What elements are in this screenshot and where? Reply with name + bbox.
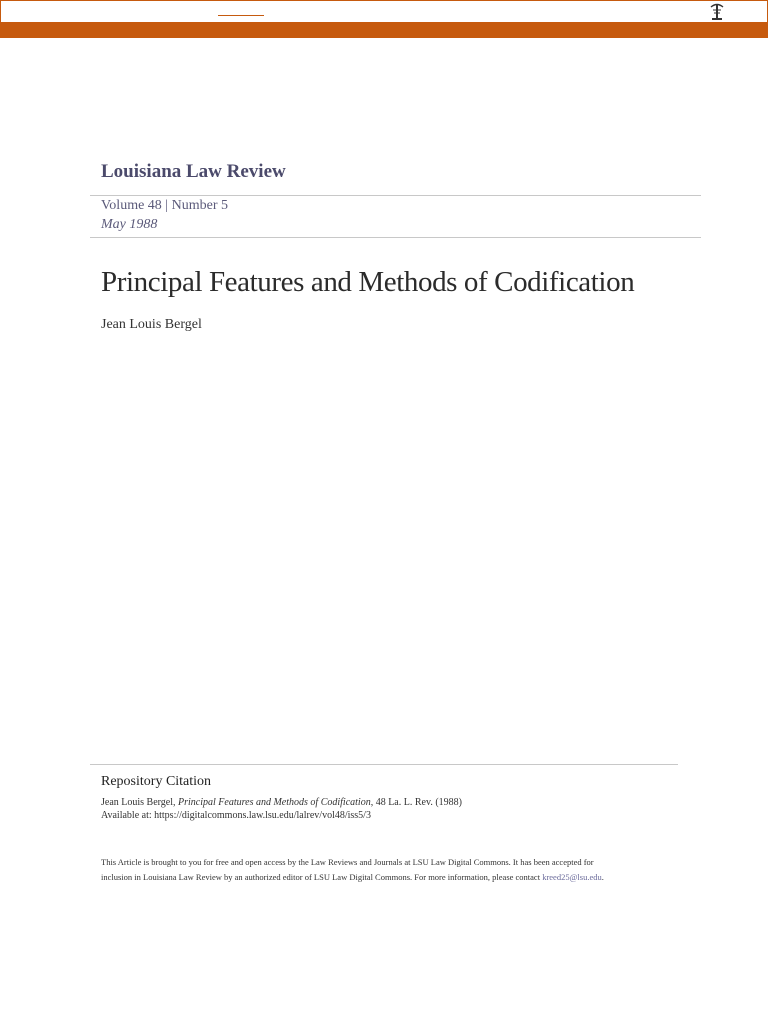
citation-available-at[interactable]: Available at: https://digitalcommons.law.lsu.edu/lalrev/vol48/iss5/3 [101,810,371,821]
repository-citation-heading: Repository Citation [101,774,212,789]
divider-citation [90,764,678,765]
citation-author: Jean Louis Bergel, [101,797,179,808]
contact-email-link[interactable]: kreed25@lsu.edu [542,872,602,882]
citation-text [101,797,462,808]
access-notice-line-1: This Article is brought to you for free and open access by the Law Reviews and Journals at LSU Law Digital Commons. It has been accepted for [101,857,594,867]
access-notice-text: inclusion in Louisiana Law Review by an authorized editor of LSU Law Digital Commons. For more information, please contact [101,872,543,882]
header-strip [0,0,768,22]
divider-middle [90,237,701,238]
article-title: Principal Features and Methods of Codification [101,266,635,298]
issue-info[interactable]: Volume 48 | Number 5 [101,198,228,213]
issue-date: May 1988 [101,217,158,232]
article-author[interactable]: Jean Louis Bergel [101,317,202,332]
header-orange-band [0,22,768,38]
journal-title[interactable]: Louisiana Law Review [101,161,286,182]
access-notice-line-2 [101,872,604,882]
citation-suffix: , 48 La. L. Rev. (1988) [370,797,462,808]
header-bar [0,0,768,38]
lsu-law-tower-icon[interactable] [708,1,726,21]
access-notice-period: . [601,872,604,882]
citation-title: Principal Features and Methods of Codification [178,797,371,808]
divider-top [90,195,701,196]
header-link-underline[interactable] [218,15,264,16]
